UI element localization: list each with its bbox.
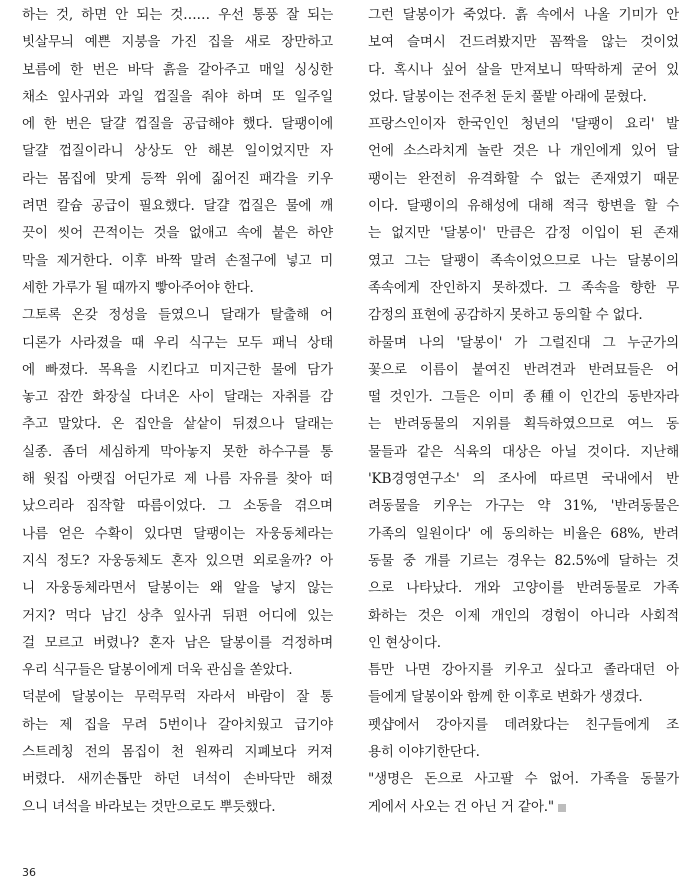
text-line: "생명은 돈으로 사고팔 수 없어. 가족을 동물가 bbox=[368, 771, 679, 788]
text-line: 동물 중 개를 기르는 경우는 82.5%에 달하는 것 bbox=[368, 552, 679, 569]
end-of-article-mark bbox=[558, 804, 566, 812]
text-line: 는 반려동물의 지위를 획득하였으므로 여느 동 bbox=[368, 416, 679, 433]
text-line: 떨 것인가. 그들은 이미 종種이 인간의 동반자라 bbox=[368, 389, 679, 406]
text-line: 그런 달봉이가 죽었다. 흙 속에서 나올 기미가 안 bbox=[368, 7, 679, 23]
text-line: 세한 가루가 될 때까지 빻아주어야 한다. bbox=[22, 279, 254, 296]
text-line: 다. 혹시나 싶어 살을 만져보니 딱딱하게 굳어 있 bbox=[368, 61, 679, 78]
text-line: 가족의 일원이다' 에 동의하는 비율은 68%, 반려 bbox=[368, 525, 679, 542]
text-line: 버렸다. 새끼손톱만 하던 녀석이 손바닥만 해졌 bbox=[22, 771, 333, 788]
text-line: 라는 몸집에 맞게 등짝 위에 짊어진 패각을 키우 bbox=[22, 170, 333, 187]
text-line: 려면 칼슘 공급이 필요했다. 달걀 껍질은 물에 깨 bbox=[22, 198, 333, 215]
text-line: 펫샵에서 강아지를 데려왔다는 친구들에게 조 bbox=[368, 716, 679, 733]
text-line: 났으리라 짐작할 따름이었다. 그 소동을 겪으며 bbox=[22, 498, 333, 515]
text-line: 으니 녀석을 바라보는 것만으로도 뿌듯했다. bbox=[22, 798, 276, 815]
text-line: 걸 모르고 버렸나? 혼자 남은 달봉이를 걱정하며 bbox=[22, 634, 333, 651]
text-line: 감정의 표현에 공감하지 못하고 동의할 수 없다. bbox=[368, 307, 643, 324]
text-line: 보여 슬며시 건드려봤지만 꼼짝을 않는 것이었 bbox=[368, 34, 679, 51]
text-line: 추고 말았다. 온 집안을 샅샅이 뒤졌으나 달래는 bbox=[22, 416, 333, 433]
text-line: 에 빠졌다. 목욕을 시킨다고 미지근한 물에 담가 bbox=[22, 361, 333, 378]
text-line: 그토록 온갖 정성을 들였으니 달래가 탈출해 어 bbox=[22, 307, 333, 324]
text-line: 거지? 먹다 남긴 상추 잎사귀 뒤편 어디에 있는 bbox=[22, 607, 333, 624]
text-line: 게에서 사오는 건 아닌 거 같아." bbox=[368, 794, 679, 821]
text-line: 채소 잎사귀와 과일 껍질을 줘야 하며 또 일주일 bbox=[22, 88, 333, 105]
text-line: 인 현상이다. bbox=[368, 634, 441, 651]
right-column bbox=[368, 2, 679, 821]
text-line: 프랑스인이자 한국인인 청년의 '달팽이 요리' 발 bbox=[368, 116, 679, 133]
text-line: 보름에 한 번은 바닥 흙을 갈아주고 매일 싱싱한 bbox=[22, 61, 333, 78]
text-line: 우리 식구들은 달봉이에게 더욱 관심을 쏟았다. bbox=[22, 662, 293, 679]
text-line: 해 윗집 아랫집 어딘가로 제 나름 자유를 찾아 떠 bbox=[22, 471, 333, 488]
text-line: 틈만 나면 강아지를 키우고 싶다고 졸라대던 아 bbox=[368, 662, 679, 679]
text-line: 덕분에 달봉이는 무럭무럭 자라서 바람이 잘 통 bbox=[22, 689, 333, 706]
text-line: 용히 이야기한단다. bbox=[368, 744, 480, 761]
text-line: 언에 소스라치게 놀란 것은 나 개인에게 있어 달 bbox=[368, 143, 679, 160]
text-line: 실종. 좀더 세심하게 막아놓지 못한 하수구를 통 bbox=[22, 443, 333, 460]
text-line: 스트레칭 전의 몸집이 천 원짜리 지폐보다 커져 bbox=[22, 744, 333, 761]
text-line: 었다. 달봉이는 전주천 둔치 풀밭 아래에 묻혔다. bbox=[368, 88, 647, 105]
text-line: 물들과 같은 식육의 대상은 아닐 것이다. 지난해 bbox=[368, 443, 679, 460]
text-line: 하는 것, 하면 안 되는 것…… 우선 통풍 잘 되는 bbox=[22, 7, 333, 23]
text-line: 빗살무늬 예쁜 지붕을 가진 집을 새로 장만하고 bbox=[22, 34, 333, 51]
text-line: 화하는 것은 이제 개인의 경험이 아니라 사회적 bbox=[368, 607, 679, 624]
text-line: 팽이는 완전히 유격화할 수 없는 존재였기 때문 bbox=[368, 170, 679, 187]
text-line: 이다. 달팽이의 유해성에 대해 적극 항변을 할 수 bbox=[368, 198, 679, 215]
text-line: 디론가 사라졌을 때 우리 식구는 모두 패닉 상태 bbox=[22, 334, 333, 351]
text-line: 꽃으로 이름이 붙여진 반려견과 반려묘들은 어 bbox=[368, 361, 679, 378]
text-line: 끗이 씻어 끈적이는 것을 없애고 속에 붙은 하얀 bbox=[22, 225, 333, 242]
text-line: 나름 얻은 수확이 있다면 달팽이는 자웅동체라는 bbox=[22, 525, 333, 542]
text-line: 는 없지만 '달봉이' 만큼은 감정 이입이 된 존재 bbox=[368, 225, 679, 242]
page-number: 36 bbox=[22, 866, 36, 879]
text-line: 지식 정도? 자웅동체도 혼자 있으면 외로울까? 아 bbox=[22, 552, 333, 569]
text-line: 하는 제 집을 무려 5번이나 갈아치웠고 급기야 bbox=[22, 716, 333, 733]
text-line: 놓고 잠깐 화장실 다녀온 사이 달래는 자취를 감 bbox=[22, 389, 333, 406]
text-line: 들에게 달봉이와 함께 한 이후로 변화가 생겼다. bbox=[368, 689, 643, 706]
text-line: 하물며 나의 '달봉이' 가 그럴진대 그 누군가의 bbox=[368, 334, 679, 351]
text-line: 에 한 번은 달걀 껍질을 공급해야 했다. 달팽이에 bbox=[22, 116, 333, 133]
text-line: 달걀 껍질이라니 상상도 안 해본 일이었지만 자 bbox=[22, 143, 333, 160]
left-column bbox=[22, 2, 333, 821]
text-line: 려동물을 키우는 가구는 약 31%, '반려동물은 bbox=[368, 498, 679, 515]
text-line: 였고 그는 달팽이 족속이었으므로 나는 달봉이의 bbox=[368, 252, 679, 269]
text-line: 으로 나타났다. 개와 고양이를 반려동물로 가족 bbox=[368, 580, 679, 597]
text-line: 막을 제거한다. 이후 바짝 말려 손절구에 넣고 미 bbox=[22, 252, 333, 269]
text-line: 족속에게 잔인하지 못하겠다. 그 족속을 향한 무 bbox=[368, 279, 679, 296]
text-line: 니 자웅동체라면서 달봉이는 왜 알을 낳지 않는 bbox=[22, 580, 333, 597]
text-line: 'KB경영연구소' 의 조사에 따르면 국내에서 반 bbox=[368, 471, 679, 488]
